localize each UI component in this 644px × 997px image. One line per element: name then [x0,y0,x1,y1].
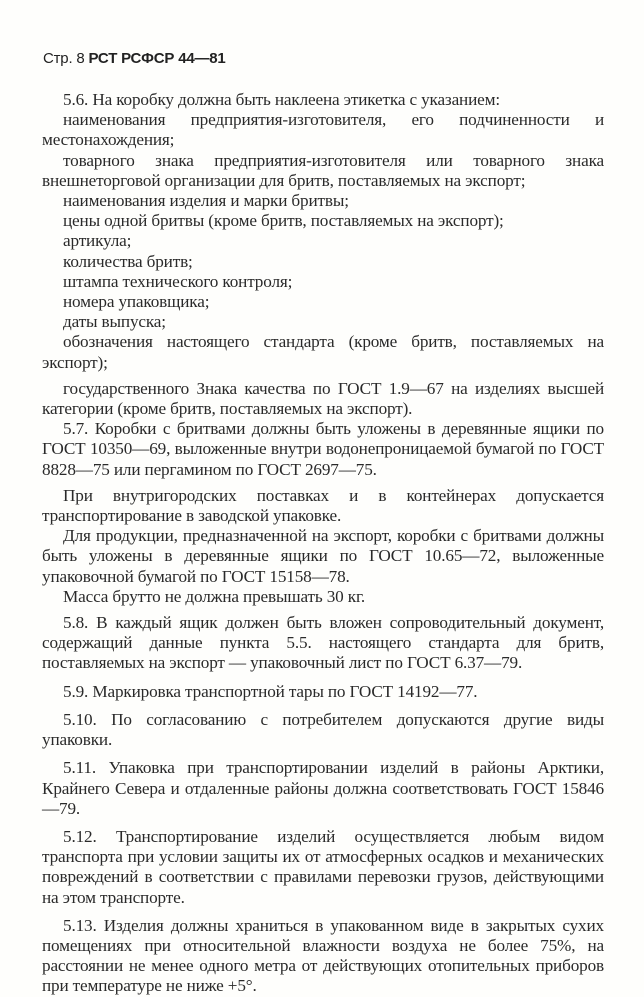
page-header [43,50,226,67]
paragraph-5-6: 5.6. На коробку должна быть наклеена этикетка с указанием: [63,90,500,109]
list-item-standard-designation: обозначения настоящего стандарта (кроме бритв, поставляемых на экспорт); [42,332,604,372]
paragraph-intracity-delivery: При внутригородских поставках и в контейнерах допускается транспортирование в заводской упаковке. [42,485,604,526]
paragraph-export-packaging: Для продукции, предназначенной на экспорт, коробки с бритвами должны быть уложены в деревянные ящики по ГОСТ 10.65—72, выложенные упаковочной бумагой по ГОСТ 15158—78. [42,526,604,586]
paragraph-5-8: 5.8. В каждый ящик должен быть вложен сопроводительный документ, содержащий данные пункта 5.5. настоящего стандарта для бритв, поставляемых на экспорт — упаковочный лист по ГОСТ 6.37—79. [42,613,604,673]
paragraph-5-9: 5.9. Маркировка транспортной тары по ГОСТ 14192—77. [63,681,478,701]
list-item-article: артикула; [63,231,132,251]
paragraph-5-11: 5.11. Упаковка при транспортировании изделий в районы Арктики, Крайнего Севера и отдаленные районы должна соответствовать ГОСТ 15846—79. [42,758,604,818]
paragraph-5-10: 5.10. По согласованию с потребителем допускаются другие виды упаковки. [42,709,604,750]
list-item-stamp: штампа технического контроля; [63,271,293,291]
list-item-packer-number: номера упаковщика; [63,292,210,312]
standard-designation: РСТ РСФСР 44—81 [88,50,226,67]
paragraph-gross-mass: Масса брутто не должна превышать 30 кг. [63,586,366,606]
list-item-quality-mark: государственного Знака качества по ГОСТ 1.9—67 на изделиях высшей категории (кроме бритв, поставляемых на экспорт). [42,378,604,419]
list-item-quantity: количества бритв; [63,251,193,271]
document-body [42,90,604,997]
list-item-price: цены одной бритвы (кроме бритв, поставляемых на экспорт); [63,211,504,231]
paragraph-5-7: 5.7. Коробки с бритвами должны быть уложены в деревянные ящики по ГОСТ 10350—69, выложенные внутри водонепроницаемой бумагой по ГОСТ 8828—75 или пергамином по ГОСТ 2697—75. [42,419,604,479]
list-item-manufacturer: наименования предприятия-изготовителя, его подчиненности и местонахождения; [42,110,604,150]
paragraph-5-13: 5.13. Изделия должны храниться в упакованном виде в закрытых сухих помещениях при относительной влажности воздуха не более 75%, на расстоянии не менее одного метра от действующих отопительных приборов при температуре не ниже +5°. [42,915,604,996]
page-number-label: Стр. 8 [43,50,85,67]
list-item-release-date: даты выпуска; [63,312,166,332]
paragraph-5-12: 5.12. Транспортирование изделий осуществляется любым видом транспорта при условии защиты их от атмосферных осадков и механических повреждений в соответствии с правилами перевозки грузов, действующими на этом транспорте. [42,826,604,907]
list-item-trademark: товарного знака предприятия-изготовителя или товарного знака внешнеторговой организации для бритв, поставляемых на экспорт; [42,150,604,190]
list-item-product-name: наименования изделия и марки бритвы; [63,191,349,211]
